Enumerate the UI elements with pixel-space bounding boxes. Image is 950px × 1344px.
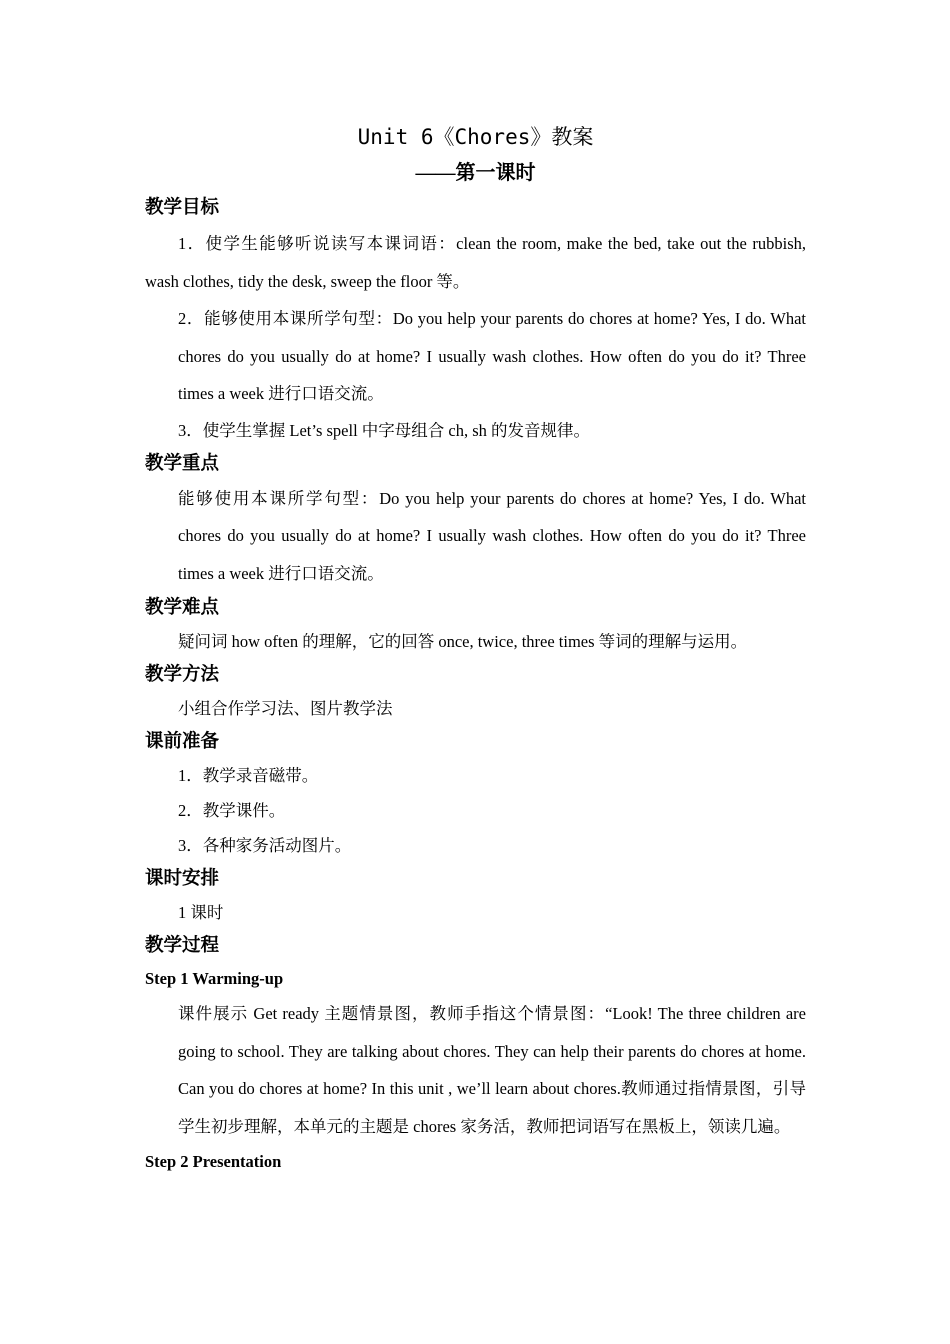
document-subtitle: ——第一课时: [415, 162, 536, 184]
step-1-text: 课件展示 Get ready 主题情景图，教师手指这个情景图：“Look! The three children are going to school. They are talking about chores. They can help their parents do chores at home. Can you do chores at home? In this unit , we’ll learn about chores.教师通过指情景图，引导学生初步理解，本单元的主题是 chores 家务活，教师把词语写在黑板上，领读几遍。: [178, 1004, 806, 1136]
methods-heading: 教学方法: [145, 665, 220, 685]
key-points-text: 能够使用本课所学句型：Do you help your parents do chores at home? Yes, I do. What chores do you usually do at home? I usually wash clothes. How often do you do it? Three times a week 进行口语交流。: [178, 488, 806, 583]
document-page: [145, 118, 806, 1178]
document-title: Unit 6《Chores》教案: [357, 125, 594, 149]
methods-text: 小组合作学习法、图片教学法: [178, 699, 393, 718]
objectives-heading: 教学目标: [145, 198, 220, 218]
preparation-heading: 课前准备: [145, 732, 220, 752]
objective-item-3: 3．使学生掌握 Let’s spell 中字母组合 ch, sh 的发音规律。: [178, 420, 591, 440]
key-points-heading: 教学重点: [145, 453, 220, 474]
preparation-item-1: 1．教学录音磁带。: [178, 766, 319, 785]
difficulties-heading: 教学难点: [145, 598, 220, 618]
schedule-text: 1 课时: [178, 903, 224, 922]
preparation-item-3: 3．各种家务活动图片。: [178, 836, 352, 855]
step-2-title: Step 2 Presentation: [145, 1152, 282, 1171]
objective-item-2: 2．能够使用本课所学句型：Do you help your parents do chores at home? Yes, I do. What chores do you usually do at home? I usually wash clothes. How often do you do it? Three times a week 进行口语交流。: [178, 309, 806, 403]
difficulties-text: 疑问词 how often 的理解，它的回答 once, twice, three times 等词的理解与运用。: [178, 632, 748, 651]
step-1-title: Step 1 Warming-up: [145, 969, 284, 988]
objective-item-1: 1．使学生能够听说读写本课词语：clean the room, make the bed, take out the rubbish, wash clothes, tidy the desk, sweep the floor 等。: [145, 234, 806, 291]
process-heading: 教学过程: [145, 936, 220, 956]
preparation-item-2: 2．教学课件。: [178, 801, 286, 820]
schedule-heading: 课时安排: [145, 869, 220, 889]
